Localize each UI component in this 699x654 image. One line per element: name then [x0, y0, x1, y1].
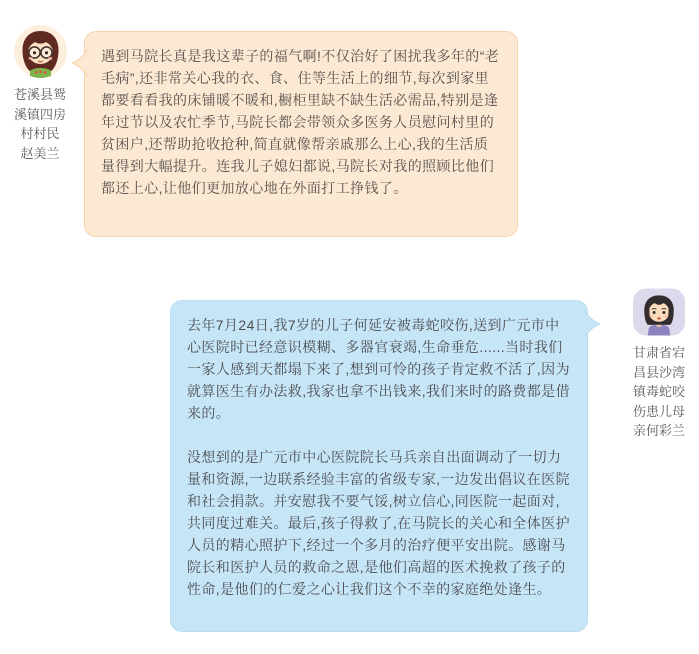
speaker-villager [8, 25, 72, 163]
testimonial-bubble-mother [170, 300, 588, 632]
speaker-villager-name [8, 85, 72, 163]
speaker-name-line: 伤患儿母 [632, 403, 685, 419]
testimonial-text: 没想到的是广元市中心医院院长马兵亲自出面调动了一切力量和资源,一边联系经验丰富的省级专家,一边发出倡议在医院和社会捐款。并安慰我不要气馁,树立信心,同医院一起面对,共同度过难关。最后,孩子得救了,在马院长的关心和全体医护人员的精心照护下,经过一个多月的治疗便平安出院。感谢马院长和医护人员的救命之恩,是他们高超的医术挽救了孩子的性命,是他们的仁爱之心让我们这个不幸的家庭绝处逢生。 [187, 449, 570, 597]
testimonial-text: 去年7月24日,我7岁的儿子何延安被毒蛇咬伤,送到广元市中心医院时已经意识模糊、多器官衰竭,生命垂危......当时我们一家人感到天都塌下来了,想到可怜的孩子肯定救不活了,因为就算医生有办法救,我家也拿不出钱来,我们来时的路费都是借来的。 [187, 317, 570, 421]
bubble-tail-right [584, 309, 600, 339]
speaker-name-line: 甘肃省宕 [632, 345, 685, 360]
speaker-name-line: 赵美兰 [20, 145, 60, 161]
bubble-tail-left [72, 48, 88, 78]
woman-with-glasses-avatar-icon [14, 25, 67, 78]
speaker-name-line: 亲何彩兰 [632, 423, 685, 438]
speaker-mother-name [625, 343, 693, 441]
speaker-name-line: 溪镇四房 [13, 106, 66, 122]
speaker-name-line: 昌县沙湾 [632, 364, 685, 380]
testimonial-bubble-villager [84, 31, 518, 237]
speaker-name-line: 镇毒蛇咬 [632, 384, 685, 399]
mother-bob-hair-avatar-icon [633, 288, 685, 336]
speaker-name-line: 苍溪县鸳 [13, 87, 66, 102]
speaker-name-line: 村村民 [20, 126, 60, 141]
speaker-mother [625, 288, 693, 441]
testimonial-text: 遇到马院长真是我这辈子的福气啊!不仅治好了困扰我多年的“老毛病”,还非常关心我的衣、食、住等生活上的细节,每次到家里都要看看我的床铺暖不暖和,橱柜里缺不缺生活必需品,特别是逢年过节以及农忙季节,马院长都会带领众多医务人员慰问村里的贫困户,还帮助抢收抢种,简直就像帮亲戚那么上心,我的生活质量得到大幅提升。连我儿子媳妇都说,马院长对我的照顾比他们都还上心,让他们更加放心地在外面打工挣钱了。 [101, 48, 500, 196]
